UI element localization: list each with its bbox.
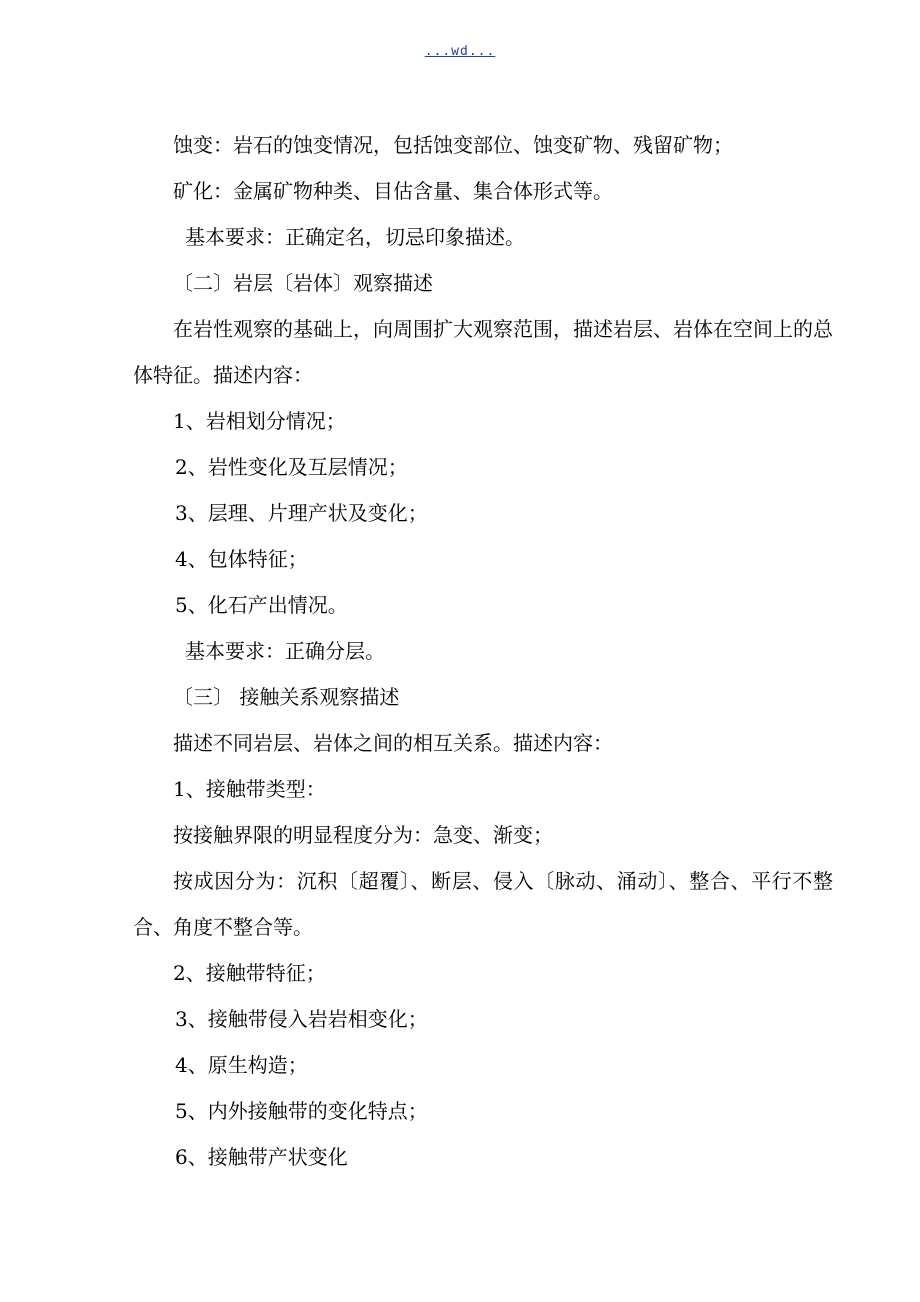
section-heading-3: 〔三〕 接触关系观察描述 (173, 685, 400, 709)
list-item: 3、接触带侵入岩岩相变化； (175, 1007, 428, 1031)
list-item: 3、层理、片理产状及变化； (175, 501, 428, 525)
paragraph-alteration: 蚀变：岩石的蚀变情况，包括蚀变部位、蚀变矿物、残留矿物； (173, 133, 733, 157)
list-item: 1、接触带类型： (173, 777, 326, 801)
header-mark: ...wd... (424, 44, 496, 59)
list-item: 1、岩相划分情况； (173, 409, 346, 433)
document-body (133, 122, 833, 1180)
paragraph-contact-clarity: 按接触界限的明显程度分为：急变、渐变； (173, 823, 553, 847)
list-item: 2、岩性变化及互层情况； (175, 455, 408, 479)
list-item: 5、内外接触带的变化特点； (175, 1099, 428, 1123)
list-item: 4、原生构造； (175, 1053, 308, 1077)
paragraph-contact-genesis: 按成因分为：沉积〔超覆〕、断层、侵入〔脉动、涌动〕、整合、平行不整合、角度不整合等。 (133, 869, 833, 939)
paragraph-strata-observation: 在岩性观察的基础上，向周围扩大观察范围，描述岩层、岩体在空间上的总体特征。描述内容： (133, 317, 833, 387)
paragraph-basic-requirement-1: 基本要求：正确定名，切忌印象描述。 (185, 225, 525, 249)
section-heading-2: 〔二〕岩层〔岩体〕观察描述 (173, 271, 433, 295)
list-item: 6、接触带产状变化 (175, 1145, 348, 1169)
list-item: 5、化石产出情况。 (175, 593, 348, 617)
paragraph-basic-requirement-2: 基本要求：正确分层。 (185, 639, 385, 663)
paragraph-mineralization: 矿化：金属矿物种类、目估含量、集合体形式等。 (173, 179, 613, 203)
list-item: 2、接触带特征； (173, 961, 326, 985)
paragraph-contact-relation: 描述不同岩层、岩体之间的相互关系。描述内容： (173, 731, 613, 755)
list-item: 4、包体特征； (175, 547, 308, 571)
